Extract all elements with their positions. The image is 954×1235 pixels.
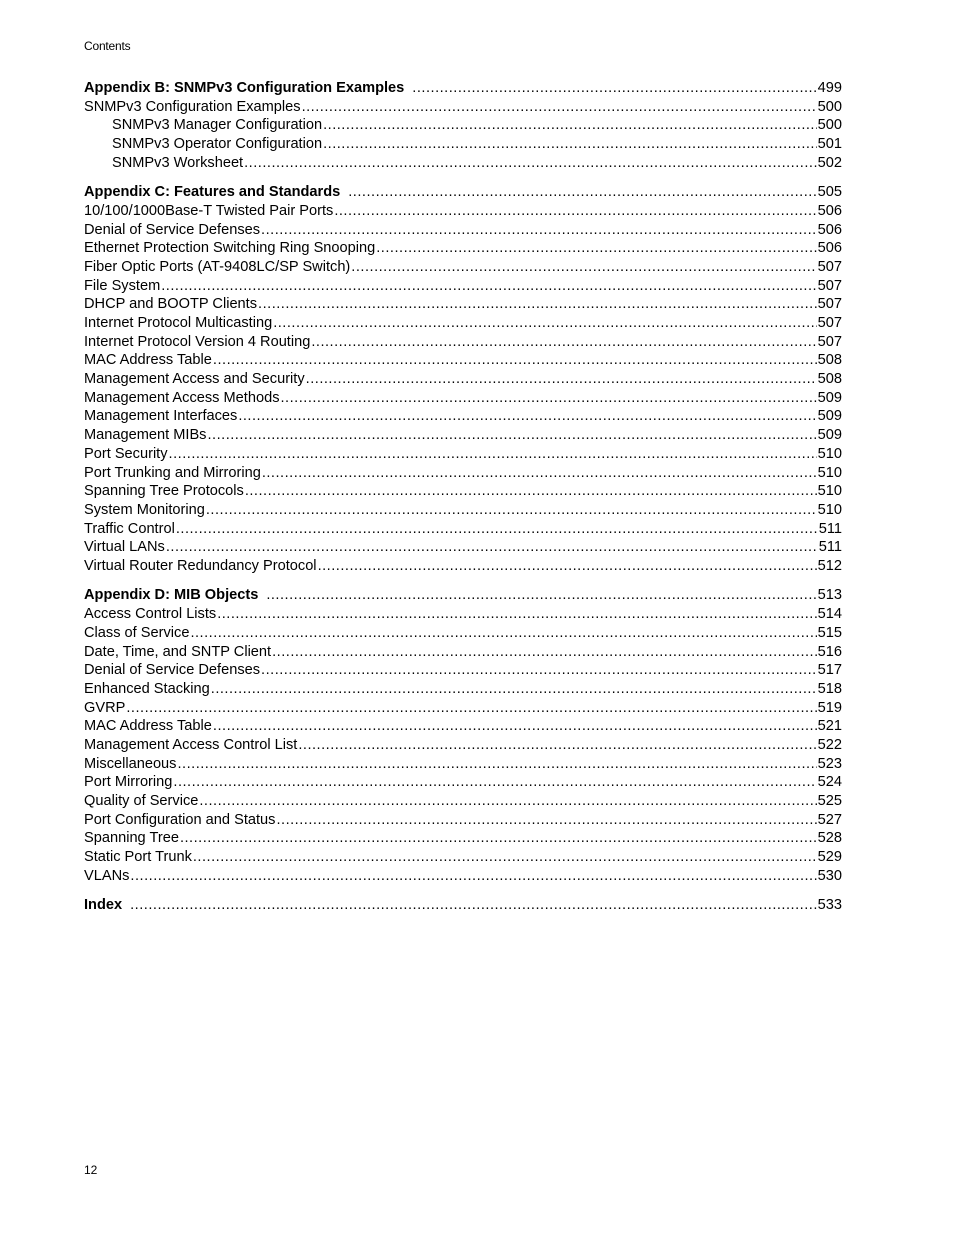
- dot-leader: [190, 624, 816, 643]
- toc-entry-title: Virtual Router Redundancy Protocol: [84, 557, 317, 574]
- toc-entry-title: SNMPv3 Manager Configuration: [112, 117, 323, 134]
- toc-entry[interactable]: [84, 680, 842, 699]
- toc-entry-title: Fiber Optic Ports (AT-9408LC/SP Switch): [84, 258, 351, 275]
- toc-entry-page: 519: [817, 699, 842, 716]
- toc-entry-page: 510: [817, 464, 842, 481]
- toc-entry[interactable]: [84, 520, 842, 539]
- toc-entry-page: 499: [817, 80, 842, 96]
- toc-entry-page: 513: [817, 587, 842, 604]
- running-header: Contents: [84, 39, 131, 53]
- toc-entry-title: System Monitoring: [84, 501, 205, 518]
- toc-entry-page: 528: [817, 830, 842, 847]
- toc-entry-page: 511: [818, 539, 842, 556]
- toc-entry-title: Management MIBs: [84, 427, 207, 444]
- dot-leader: [258, 295, 817, 314]
- toc-entry-page: 523: [817, 755, 842, 772]
- toc-entry-page: 530: [817, 867, 842, 884]
- toc-entry-title: Port Configuration and Status: [84, 811, 276, 828]
- toc-entry[interactable]: [84, 221, 842, 240]
- toc-entry-page: 506: [817, 240, 842, 257]
- toc-entry-page: 509: [817, 427, 842, 444]
- toc-entry[interactable]: [84, 717, 842, 736]
- toc-entry-page: 533: [817, 897, 842, 914]
- toc-entry-title: Management Access Methods: [84, 389, 280, 406]
- dot-leader: [213, 717, 817, 736]
- toc-entry-page: 511: [818, 520, 842, 537]
- toc-entry[interactable]: [84, 407, 842, 426]
- toc-entry[interactable]: [84, 643, 842, 662]
- toc-entry[interactable]: [84, 426, 842, 445]
- dot-leader: [302, 98, 817, 117]
- toc-entry-page: 505: [817, 184, 842, 201]
- toc-entry-title: Port Mirroring: [84, 774, 173, 791]
- toc-entry[interactable]: [84, 773, 842, 792]
- toc-entry-page: 522: [817, 736, 842, 753]
- toc-subentry[interactable]: [84, 154, 842, 173]
- toc-heading[interactable]: [84, 183, 842, 202]
- dot-leader: [176, 520, 818, 539]
- toc-entry[interactable]: [84, 482, 842, 501]
- toc-entry-title: Date, Time, and SNTP Client: [84, 643, 272, 660]
- toc-entry[interactable]: [84, 295, 842, 314]
- dot-leader: [262, 464, 817, 483]
- toc-entry-title: DHCP and BOOTP Clients: [84, 296, 258, 313]
- toc-entry-title: SNMPv3 Configuration Examples: [84, 98, 301, 115]
- dot-leader: [334, 202, 816, 221]
- toc-entry[interactable]: [84, 464, 842, 483]
- dot-leader: [169, 445, 817, 464]
- dot-leader: [348, 183, 816, 202]
- toc-entry-page: 507: [817, 258, 842, 275]
- toc-entry-title: Ethernet Protection Switching Ring Snooping: [84, 240, 376, 257]
- toc-entry-page: 501: [817, 136, 842, 153]
- dot-leader: [281, 389, 817, 408]
- dot-leader: [351, 258, 816, 277]
- toc-entry-title: SNMPv3 Worksheet: [112, 154, 244, 171]
- toc-entry-title: 10/100/1000Base-T Twisted Pair Ports: [84, 202, 334, 219]
- toc-entry-title: Access Control Lists: [84, 606, 217, 623]
- toc-entry-title: Static Port Trunk: [84, 849, 192, 866]
- toc-entry-page: 514: [817, 606, 842, 623]
- toc-entry-title: Appendix B: SNMPv3 Configuration Examples: [84, 80, 405, 96]
- toc-section: [84, 896, 842, 915]
- dot-leader: [272, 643, 817, 662]
- toc-entry[interactable]: [84, 277, 842, 296]
- toc-section: [84, 79, 842, 172]
- dot-leader: [306, 370, 817, 389]
- toc-entry-title: Internet Protocol Multicasting: [84, 315, 273, 332]
- toc-entry-page: 500: [817, 117, 842, 134]
- dot-leader: [206, 501, 817, 520]
- dot-leader: [193, 848, 817, 867]
- toc-entry-page: 500: [817, 98, 842, 115]
- toc-entry[interactable]: [84, 557, 842, 576]
- toc-heading[interactable]: [84, 896, 842, 915]
- toc-entry-title: Denial of Service Defenses: [84, 662, 261, 679]
- dot-leader: [298, 736, 816, 755]
- toc-entry-title: Enhanced Stacking: [84, 680, 210, 697]
- toc-entry-title: Port Security: [84, 445, 168, 462]
- table-of-contents: [84, 79, 842, 926]
- dot-leader: [273, 314, 816, 333]
- toc-entry[interactable]: [84, 351, 842, 370]
- toc-entry-title: Management Interfaces: [84, 408, 238, 425]
- dot-leader: [130, 896, 817, 915]
- toc-entry[interactable]: [84, 333, 842, 352]
- toc-entry-page: 506: [817, 221, 842, 238]
- toc-entry-page: 510: [817, 501, 842, 518]
- toc-entry-page: 509: [817, 408, 842, 425]
- toc-entry-page: 506: [817, 202, 842, 219]
- toc-entry[interactable]: [84, 501, 842, 520]
- toc-entry-title: GVRP: [84, 699, 126, 716]
- toc-section: [84, 586, 842, 885]
- toc-entry-page: 507: [817, 296, 842, 313]
- toc-entry-page: 529: [817, 849, 842, 866]
- dot-leader: [245, 482, 817, 501]
- dot-leader: [199, 792, 816, 811]
- toc-entry-page: 525: [817, 793, 842, 810]
- dot-leader: [276, 811, 816, 830]
- toc-entry[interactable]: [84, 736, 842, 755]
- toc-entry[interactable]: [84, 699, 842, 718]
- dot-leader: [166, 538, 818, 557]
- dot-leader: [238, 407, 816, 426]
- toc-entry-title: Index: [84, 897, 123, 914]
- toc-section: [84, 183, 842, 575]
- toc-entry[interactable]: [84, 792, 842, 811]
- toc-entry-page: 507: [817, 315, 842, 332]
- dot-leader: [323, 135, 817, 154]
- dot-leader: [180, 829, 817, 848]
- dot-leader: [261, 661, 817, 680]
- toc-entry-page: 508: [817, 352, 842, 369]
- dot-leader: [161, 277, 816, 296]
- toc-entry[interactable]: [84, 829, 842, 848]
- toc-entry[interactable]: [84, 98, 842, 117]
- dot-leader: [261, 221, 817, 240]
- toc-subentry[interactable]: [84, 135, 842, 154]
- toc-entry-page: 507: [817, 333, 842, 350]
- toc-entry-page: 507: [817, 277, 842, 294]
- toc-entry-page: 518: [817, 680, 842, 697]
- toc-entry-page: 502: [817, 154, 842, 171]
- toc-entry-page: 510: [817, 445, 842, 462]
- page-number: 12: [84, 1163, 98, 1177]
- dot-leader: [177, 755, 816, 774]
- toc-entry[interactable]: [84, 370, 842, 389]
- toc-entry-title: Spanning Tree Protocols: [84, 483, 244, 500]
- toc-entry[interactable]: [84, 538, 842, 557]
- toc-entry[interactable]: [84, 239, 842, 258]
- dot-leader: [376, 239, 816, 258]
- toc-entry-title: Spanning Tree: [84, 830, 179, 847]
- toc-entry[interactable]: [84, 755, 842, 774]
- toc-entry-title: MAC Address Table: [84, 352, 212, 369]
- dot-leader: [311, 333, 816, 352]
- dot-leader: [211, 680, 817, 699]
- toc-heading[interactable]: [84, 79, 842, 98]
- dot-leader: [126, 699, 816, 718]
- dot-leader: [323, 116, 817, 135]
- dot-leader: [207, 426, 816, 445]
- toc-entry-page: 509: [817, 389, 842, 406]
- toc-entry-title: Management Access and Security: [84, 371, 305, 388]
- toc-entry[interactable]: [84, 258, 842, 277]
- dot-leader: [213, 351, 817, 370]
- toc-entry-title: MAC Address Table: [84, 718, 212, 735]
- toc-entry-title: File System: [84, 277, 161, 294]
- toc-entry-title: Management Access Control List: [84, 736, 298, 753]
- dot-leader: [244, 154, 817, 173]
- dot-leader: [130, 867, 816, 886]
- toc-entry[interactable]: [84, 445, 842, 464]
- dot-leader: [318, 557, 817, 576]
- toc-entry-title: Traffic Control: [84, 520, 175, 537]
- toc-entry-title: SNMPv3 Operator Configuration: [112, 136, 323, 153]
- toc-entry[interactable]: [84, 661, 842, 680]
- toc-entry-title: Denial of Service Defenses: [84, 221, 261, 238]
- toc-entry-page: 521: [817, 718, 842, 735]
- toc-entry-title: Internet Protocol Version 4 Routing: [84, 333, 311, 350]
- toc-entry-title: Port Trunking and Mirroring: [84, 464, 261, 481]
- dot-leader: [412, 79, 816, 98]
- toc-entry[interactable]: [84, 848, 842, 867]
- toc-entry-title: Quality of Service: [84, 793, 199, 810]
- toc-entry-page: 527: [817, 811, 842, 828]
- toc-entry[interactable]: [84, 624, 842, 643]
- toc-entry-title: Miscellaneous: [84, 755, 177, 772]
- toc-entry[interactable]: [84, 314, 842, 333]
- toc-heading[interactable]: [84, 586, 842, 605]
- dot-leader: [217, 605, 816, 624]
- toc-entry-page: 510: [817, 483, 842, 500]
- toc-entry-page: 524: [817, 774, 842, 791]
- toc-entry-title: VLANs: [84, 867, 130, 884]
- dot-leader: [266, 586, 816, 605]
- dot-leader: [173, 773, 816, 792]
- toc-entry[interactable]: [84, 811, 842, 830]
- toc-entry-page: 517: [817, 662, 842, 679]
- toc-entry-page: 515: [817, 624, 842, 641]
- toc-entry-title: Class of Service: [84, 624, 190, 641]
- toc-entry-title: Appendix D: MIB Objects: [84, 587, 259, 604]
- toc-entry-title: Appendix C: Features and Standards: [84, 184, 341, 201]
- toc-entry[interactable]: [84, 605, 842, 624]
- toc-entry[interactable]: [84, 389, 842, 408]
- toc-entry[interactable]: [84, 867, 842, 886]
- toc-entry-page: 508: [817, 371, 842, 388]
- toc-entry-page: 512: [817, 557, 842, 574]
- toc-entry[interactable]: [84, 202, 842, 221]
- toc-subentry[interactable]: [84, 116, 842, 135]
- toc-entry-title: Virtual LANs: [84, 539, 165, 556]
- toc-entry-page: 516: [817, 643, 842, 660]
